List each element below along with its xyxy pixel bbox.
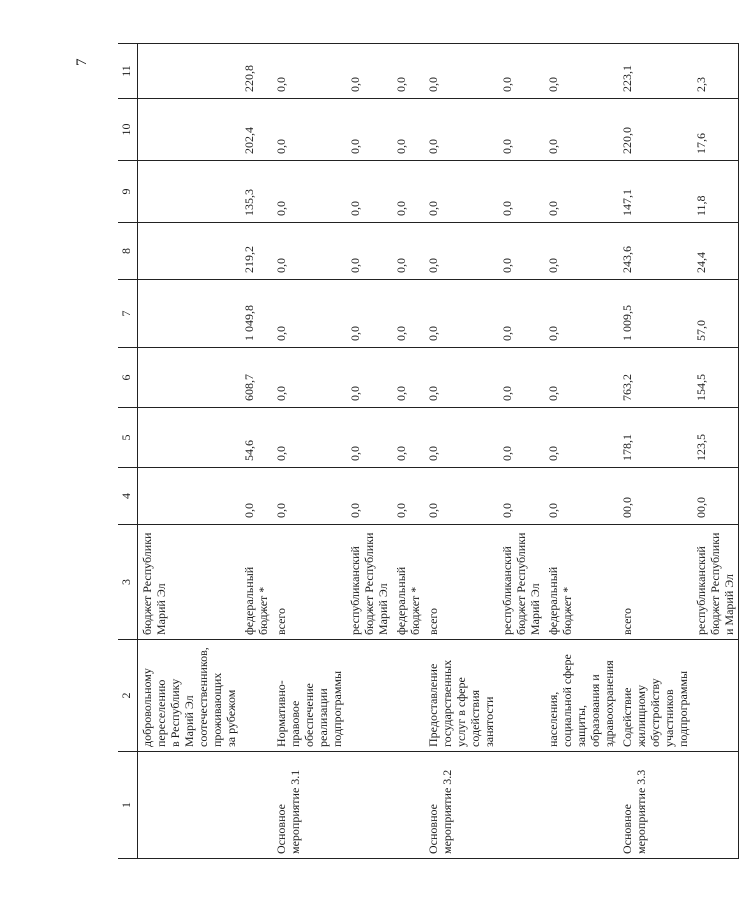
value-cell: 0,0	[544, 280, 618, 348]
value-cell: 0,0	[346, 44, 392, 99]
description-cell	[392, 640, 424, 752]
page-number: 7	[74, 58, 90, 66]
value-cell: 608,7	[240, 348, 272, 408]
value-cell: 2,3	[692, 44, 739, 99]
value-cell: 219,2	[240, 223, 272, 280]
value-cell: 0,0	[544, 408, 618, 468]
value-cell: 0,0	[272, 161, 346, 223]
value-cell: 0,0	[424, 348, 498, 408]
value-cell	[138, 99, 241, 161]
value-cell: 17,6	[692, 99, 739, 161]
col-header: 6	[118, 348, 138, 408]
measure-cell: Основное мероприятие 3.2	[424, 752, 498, 859]
value-cell: 0,0	[544, 44, 618, 99]
value-cell: 763,2	[618, 348, 692, 408]
description-cell: Содействие жилищному обустройству участников подпрограммы	[618, 640, 692, 752]
value-cell: 0,0	[392, 468, 424, 525]
value-cell: 123,5	[692, 408, 739, 468]
value-cell: 0,0	[544, 99, 618, 161]
value-cell: 24,4	[692, 223, 739, 280]
measure-cell	[346, 752, 392, 859]
col-header: 8	[118, 223, 138, 280]
value-cell: 00,0	[692, 468, 739, 525]
value-cell: 0,0	[498, 280, 544, 348]
value-cell: 0,0	[498, 408, 544, 468]
funding-source-cell: бюджет Республики Марий Эл	[138, 525, 241, 640]
funding-source-cell: федеральный бюджет *	[240, 525, 272, 640]
value-cell: 0,0	[392, 280, 424, 348]
value-cell: 0,0	[346, 468, 392, 525]
value-cell: 0,0	[272, 223, 346, 280]
description-cell: добровольному переселению в Республику Марий Эл соотечественников, проживающих за рубежом	[138, 640, 241, 752]
measure-cell	[692, 752, 739, 859]
funding-source-cell: федеральный бюджет *	[392, 525, 424, 640]
value-cell: 57,0	[692, 280, 739, 348]
measure-cell	[392, 752, 424, 859]
col-header: 5	[118, 408, 138, 468]
table-row	[346, 44, 392, 859]
description-cell	[692, 640, 739, 752]
funding-source-cell: республиканский бюджет Республики и Марий Эл	[692, 525, 739, 640]
value-cell: 0,0	[346, 348, 392, 408]
value-cell: 0,0	[272, 280, 346, 348]
value-cell: 0,0	[272, 99, 346, 161]
value-cell: 220,8	[240, 44, 272, 99]
measure-cell	[544, 752, 618, 859]
table-row	[618, 44, 692, 859]
value-cell: 0,0	[272, 348, 346, 408]
value-cell: 0,0	[424, 99, 498, 161]
value-cell: 0,0	[346, 280, 392, 348]
col-header: 9	[118, 161, 138, 223]
value-cell: 202,4	[240, 99, 272, 161]
value-cell: 1 049,8	[240, 280, 272, 348]
table-row	[692, 44, 739, 859]
value-cell: 220,0	[618, 99, 692, 161]
value-cell: 243,6	[618, 223, 692, 280]
value-cell: 0,0	[392, 161, 424, 223]
col-header: 7	[118, 280, 138, 348]
value-cell: 0,0	[498, 468, 544, 525]
description-cell	[240, 640, 272, 752]
value-cell: 0,0	[498, 223, 544, 280]
value-cell: 0,0	[346, 408, 392, 468]
value-cell: 147,1	[618, 161, 692, 223]
value-cell: 54,6	[240, 408, 272, 468]
value-cell: 0,0	[346, 161, 392, 223]
col-header: 1	[118, 752, 138, 859]
value-cell: 0,0	[392, 348, 424, 408]
value-cell: 0,0	[272, 44, 346, 99]
value-cell	[138, 408, 241, 468]
value-cell: 0,0	[346, 99, 392, 161]
funding-source-cell: всего	[618, 525, 692, 640]
measure-cell: Основное мероприятие 3.1	[272, 752, 346, 859]
value-cell	[138, 223, 241, 280]
value-cell: 0,0	[392, 44, 424, 99]
value-cell: 0,0	[392, 223, 424, 280]
description-cell	[346, 640, 392, 752]
description-cell: Нормативно- правовое обеспечение реализации подпрограммы	[272, 640, 346, 752]
table-row	[272, 44, 346, 859]
header-row	[118, 44, 138, 859]
value-cell: 0,0	[272, 468, 346, 525]
description-cell: Предоставление государственных услуг в сфере содействия занятости	[424, 640, 498, 752]
value-cell: 0,0	[498, 348, 544, 408]
measure-cell	[498, 752, 544, 859]
table-row	[544, 44, 618, 859]
table-row	[424, 44, 498, 859]
funding-source-cell: республиканский бюджет Республики Марий Эл	[498, 525, 544, 640]
value-cell: 0,0	[498, 161, 544, 223]
measure-cell: Основное мероприятие 3.3	[618, 752, 692, 859]
funding-source-cell: всего	[272, 525, 346, 640]
funding-source-cell: всего	[424, 525, 498, 640]
value-cell: 0,0	[392, 99, 424, 161]
value-cell: 0,0	[272, 408, 346, 468]
value-cell: 0,0	[544, 161, 618, 223]
measure-cell	[240, 752, 272, 859]
value-cell: 0,0	[424, 223, 498, 280]
funding-source-cell: республиканский бюджет Республики Марий Эл	[346, 525, 392, 640]
col-header: 11	[118, 44, 138, 99]
value-cell: 0,0	[498, 44, 544, 99]
value-cell: 223,1	[618, 44, 692, 99]
value-cell: 0,0	[240, 468, 272, 525]
description-cell: населения, социальной сфере защиты, образования и здравоохранения	[544, 640, 618, 752]
measure-cell	[138, 752, 241, 859]
value-cell: 0,0	[498, 99, 544, 161]
funding-source-cell: федеральный бюджет *	[544, 525, 618, 640]
value-cell: 00,0	[618, 468, 692, 525]
value-cell: 0,0	[424, 44, 498, 99]
value-cell: 0,0	[346, 223, 392, 280]
value-cell: 0,0	[544, 348, 618, 408]
value-cell: 0,0	[424, 280, 498, 348]
budget-table	[118, 43, 739, 859]
col-header: 2	[118, 640, 138, 752]
value-cell: 0,0	[544, 468, 618, 525]
value-cell: 0,0	[424, 468, 498, 525]
value-cell	[138, 468, 241, 525]
value-cell	[138, 161, 241, 223]
value-cell: 135,3	[240, 161, 272, 223]
value-cell: 0,0	[424, 161, 498, 223]
value-cell: 0,0	[424, 408, 498, 468]
value-cell: 0,0	[392, 408, 424, 468]
table-row	[240, 44, 272, 859]
col-header: 4	[118, 468, 138, 525]
value-cell: 178,1	[618, 408, 692, 468]
value-cell: 154,5	[692, 348, 739, 408]
col-header: 10	[118, 99, 138, 161]
value-cell	[138, 44, 241, 99]
value-cell: 0,0	[544, 223, 618, 280]
table-row	[392, 44, 424, 859]
value-cell	[138, 348, 241, 408]
value-cell: 1 009,5	[618, 280, 692, 348]
table-row	[138, 44, 241, 859]
value-cell: 11,8	[692, 161, 739, 223]
table-row	[498, 44, 544, 859]
description-cell	[498, 640, 544, 752]
value-cell	[138, 280, 241, 348]
col-header: 3	[118, 525, 138, 640]
